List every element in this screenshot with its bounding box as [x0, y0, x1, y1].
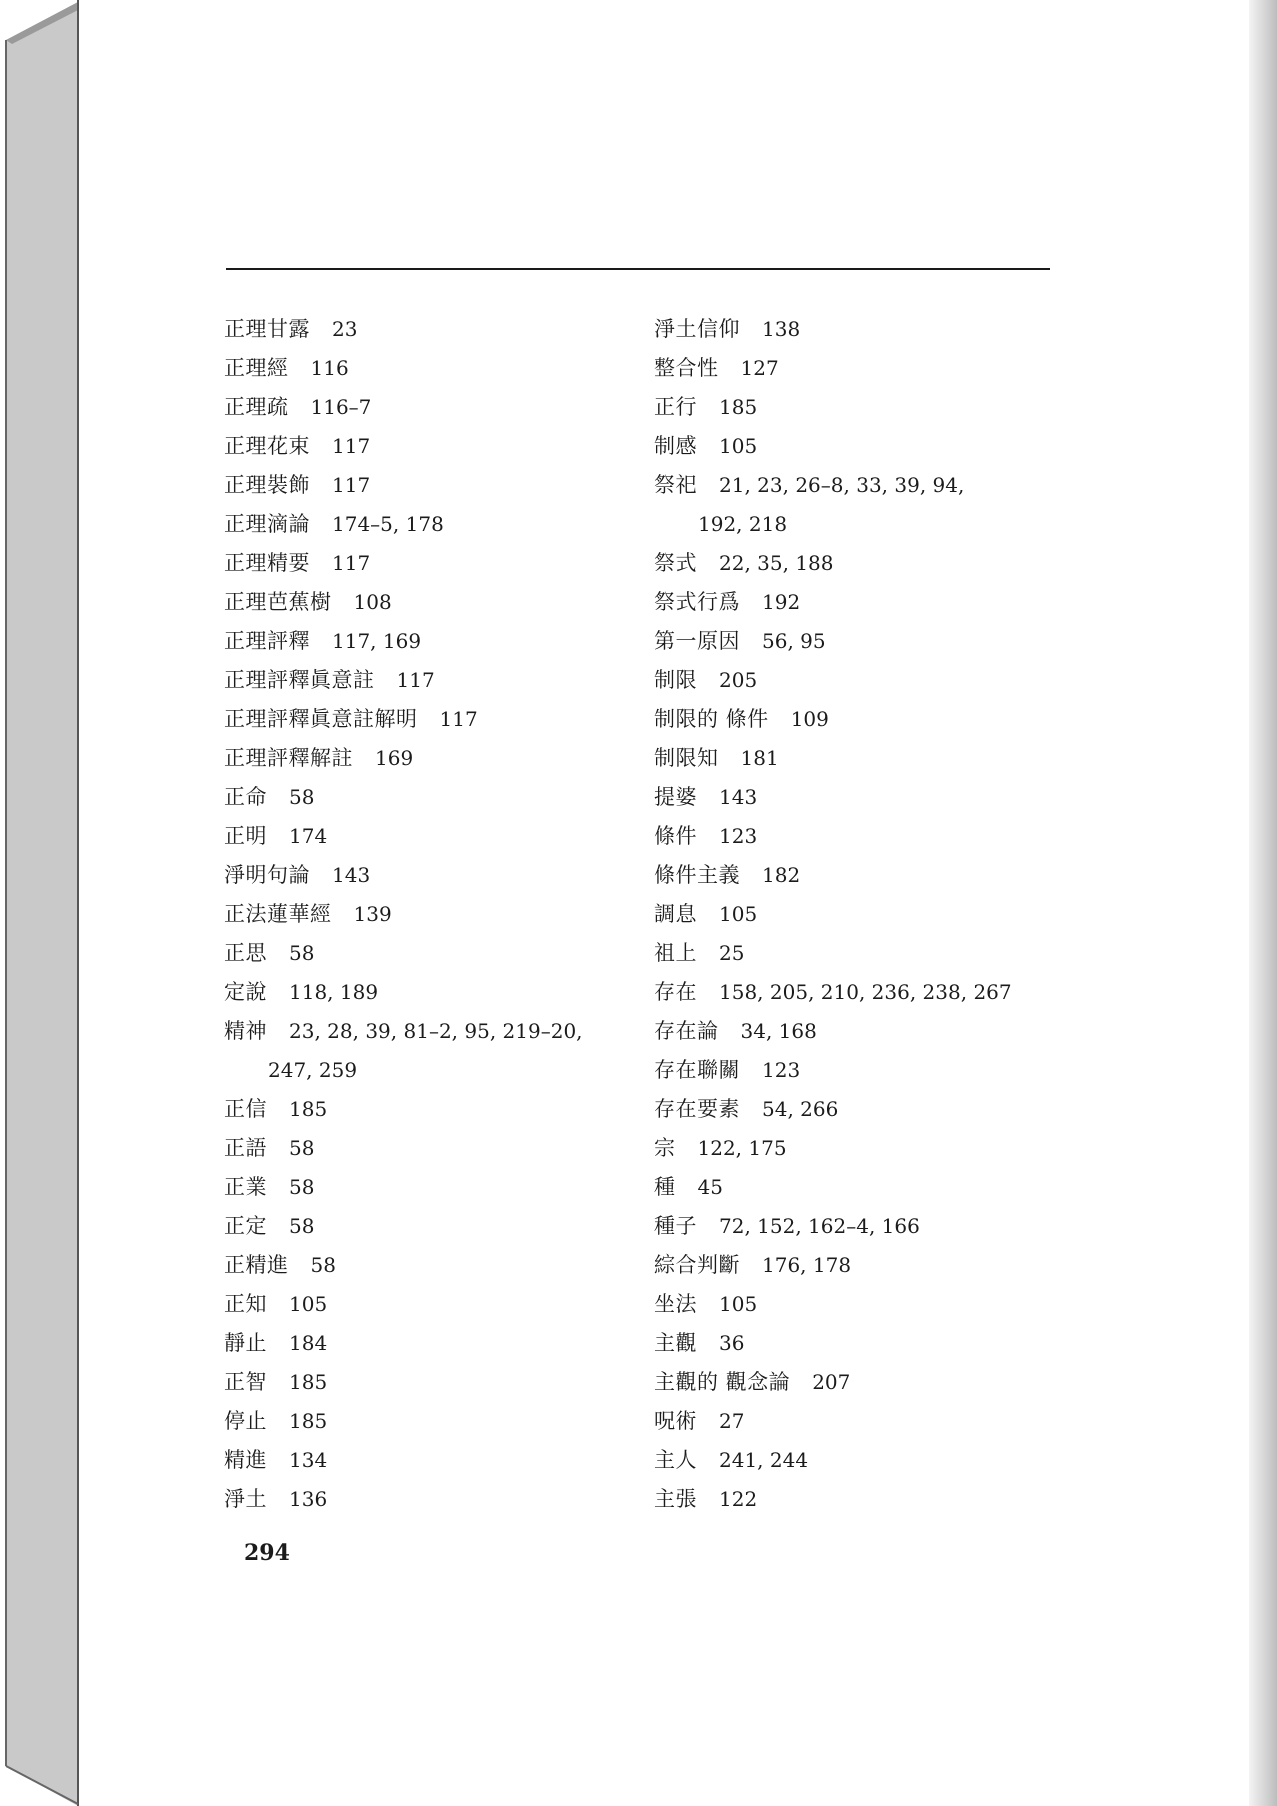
index-page-refs: 117 [332, 551, 371, 575]
index-entry [224, 1480, 644, 1519]
index-entry [224, 622, 644, 661]
index-entry [224, 1207, 644, 1246]
index-page-refs: 105 [719, 434, 758, 458]
index-term: 主張 [654, 1487, 697, 1511]
index-term: 正法蓮華經 [224, 902, 332, 926]
index-page-refs: 136 [289, 1487, 328, 1511]
index-page-refs: 27 [719, 1409, 745, 1433]
page-number: 294 [244, 1540, 290, 1566]
index-entry [224, 661, 644, 700]
index-term: 正理花束 [224, 434, 310, 458]
index-entry [224, 1168, 644, 1207]
index-page-refs: 123 [762, 1058, 801, 1082]
index-term: 主觀 [654, 1331, 697, 1355]
index-term: 正理評釋眞意註解明 [224, 707, 418, 731]
index-page-refs: 118, 189 [289, 980, 379, 1004]
index-page-refs: 143 [719, 785, 758, 809]
index-page-refs: 54, 266 [762, 1097, 839, 1121]
index-page-refs: 117 [396, 668, 435, 692]
index-entry [654, 388, 1074, 427]
index-entry [224, 388, 644, 427]
index-entry [224, 700, 644, 739]
index-page-refs: 105 [719, 902, 758, 926]
index-page-refs: 205 [719, 668, 758, 692]
index-entry [224, 973, 644, 1012]
index-page-refs: 72, 152, 162–4, 166 [719, 1214, 920, 1238]
index-page-refs: 58 [310, 1253, 336, 1277]
index-entry [654, 1012, 1074, 1051]
page-right-shadow [1249, 0, 1277, 1806]
index-entry [654, 1402, 1074, 1441]
index-page-refs: 184 [289, 1331, 328, 1355]
index-entry [654, 622, 1074, 661]
index-entry [654, 700, 1074, 739]
index-page-refs: 117 [332, 434, 371, 458]
index-term: 呪術 [654, 1409, 697, 1433]
index-term: 主人 [654, 1448, 697, 1472]
index-page-refs: 192, 218 [698, 512, 788, 536]
index-term: 正命 [224, 785, 267, 809]
index-entry [224, 934, 644, 973]
index-page-refs: 143 [332, 863, 371, 887]
index-page-refs: 123 [719, 824, 758, 848]
index-page-refs: 36 [719, 1331, 745, 1355]
index-term: 正業 [224, 1175, 267, 1199]
index-term: 祭式 [654, 551, 697, 575]
index-entry [224, 544, 644, 583]
index-entry [224, 1285, 644, 1324]
index-term: 坐法 [654, 1292, 697, 1316]
index-page-refs: 109 [790, 707, 829, 731]
index-page-refs: 174 [289, 824, 328, 848]
index-entry [654, 1207, 1074, 1246]
index-term: 精進 [224, 1448, 267, 1472]
index-page-refs: 174–5, 178 [332, 512, 444, 536]
index-term: 存在要素 [654, 1097, 740, 1121]
index-page-refs: 192 [762, 590, 801, 614]
index-entry [654, 583, 1074, 622]
index-page-refs: 176, 178 [762, 1253, 852, 1277]
index-entry [224, 427, 644, 466]
index-entry [224, 1363, 644, 1402]
index-term: 種子 [654, 1214, 697, 1238]
index-page-refs: 58 [289, 785, 315, 809]
index-entry [224, 778, 644, 817]
index-column-right [654, 310, 1074, 1519]
index-page-refs: 138 [762, 317, 801, 341]
index-entry [654, 1285, 1074, 1324]
index-page-refs: 45 [697, 1175, 723, 1199]
index-entry [654, 1246, 1074, 1285]
index-term: 整合性 [654, 356, 719, 380]
index-term: 正理芭蕉樹 [224, 590, 332, 614]
index-term: 正理評釋 [224, 629, 310, 653]
index-entry [654, 349, 1074, 388]
index-term: 制限知 [654, 746, 719, 770]
index-page-refs: 117 [332, 473, 371, 497]
index-page-refs: 182 [762, 863, 801, 887]
index-entry [224, 1402, 644, 1441]
index-page-refs: 185 [289, 1097, 328, 1121]
index-entry [654, 1363, 1074, 1402]
index-term: 制限 [654, 668, 697, 692]
index-page-refs: 105 [719, 1292, 758, 1316]
index-page-refs: 185 [289, 1370, 328, 1394]
index-term: 宗 [654, 1136, 676, 1160]
index-entry [224, 1090, 644, 1129]
index-page-refs: 108 [353, 590, 392, 614]
index-entry [224, 1324, 644, 1363]
index-term: 正理經 [224, 356, 289, 380]
index-term: 祖上 [654, 941, 697, 965]
index-page-refs: 23, 28, 39, 81–2, 95, 219–20, [289, 1019, 583, 1043]
index-entry [654, 1324, 1074, 1363]
index-page-refs: 241, 244 [719, 1448, 809, 1472]
index-entry [654, 310, 1074, 349]
index-term: 調息 [654, 902, 697, 926]
index-term: 正語 [224, 1136, 267, 1160]
index-term: 正知 [224, 1292, 267, 1316]
index-page-refs: 58 [289, 941, 315, 965]
index-term: 綜合判斷 [654, 1253, 740, 1277]
index-term: 精神 [224, 1019, 267, 1043]
index-term: 淨明句論 [224, 863, 310, 887]
index-term: 淨土 [224, 1487, 267, 1511]
index-entry [654, 544, 1074, 583]
index-entry [224, 349, 644, 388]
index-entry [224, 895, 644, 934]
index-page-refs: 207 [812, 1370, 851, 1394]
index-entry [654, 1051, 1074, 1090]
index-entry [224, 310, 644, 349]
index-page-refs: 247, 259 [268, 1058, 358, 1082]
index-term: 制感 [654, 434, 697, 458]
index-page-refs: 158, 205, 210, 236, 238, 267 [719, 980, 1012, 1004]
index-page-refs: 25 [719, 941, 745, 965]
index-entry-continuation [224, 1051, 644, 1090]
index-term: 靜止 [224, 1331, 267, 1355]
index-entry [224, 1129, 644, 1168]
index-page-refs: 34, 168 [740, 1019, 817, 1043]
index-entry [654, 427, 1074, 466]
index-page-refs: 122 [719, 1487, 758, 1511]
index-entry [654, 1441, 1074, 1480]
index-page-refs: 169 [375, 746, 414, 770]
index-term: 淨土信仰 [654, 317, 740, 341]
index-term: 定說 [224, 980, 267, 1004]
index-term: 正定 [224, 1214, 267, 1238]
index-page-refs: 185 [289, 1409, 328, 1433]
index-page-refs: 117, 169 [332, 629, 422, 653]
index-entry [654, 973, 1074, 1012]
index-page-refs: 21, 23, 26–8, 33, 39, 94, [719, 473, 965, 497]
index-term: 存在論 [654, 1019, 719, 1043]
index-column-left [224, 310, 644, 1519]
book-spine-edge [0, 0, 80, 1806]
index-entry [654, 739, 1074, 778]
index-page-refs: 122, 175 [697, 1136, 787, 1160]
index-page-refs: 185 [719, 395, 758, 419]
index-term: 正智 [224, 1370, 267, 1394]
index-page [80, 0, 1249, 1806]
index-entry [224, 466, 644, 505]
index-entry [224, 739, 644, 778]
index-page-refs: 22, 35, 188 [719, 551, 834, 575]
index-entry [654, 466, 1074, 505]
index-entry [654, 856, 1074, 895]
index-term: 正理評釋眞意註 [224, 668, 375, 692]
index-entry [654, 1480, 1074, 1519]
index-page-refs: 58 [289, 1175, 315, 1199]
index-entry [654, 934, 1074, 973]
index-page-refs: 117 [439, 707, 478, 731]
index-page-refs: 56, 95 [762, 629, 826, 653]
index-term: 提婆 [654, 785, 697, 809]
index-term: 正行 [654, 395, 697, 419]
index-page-refs: 58 [289, 1136, 315, 1160]
index-term: 第一原因 [654, 629, 740, 653]
index-term: 種 [654, 1175, 676, 1199]
index-entry [654, 1129, 1074, 1168]
index-entry [224, 1246, 644, 1285]
index-entry [654, 661, 1074, 700]
index-term: 正思 [224, 941, 267, 965]
index-term: 正理滴論 [224, 512, 310, 536]
index-entry [224, 856, 644, 895]
index-entry [654, 817, 1074, 856]
index-term: 存在 [654, 980, 697, 1004]
index-page-refs: 134 [289, 1448, 328, 1472]
index-entry [224, 505, 644, 544]
index-entry [654, 1168, 1074, 1207]
index-page-refs: 116 [310, 356, 349, 380]
index-entry [224, 1012, 644, 1051]
index-term: 正明 [224, 824, 267, 848]
index-entry [224, 1441, 644, 1480]
index-entry-continuation [654, 505, 1074, 544]
index-page-refs: 181 [740, 746, 779, 770]
index-term: 正精進 [224, 1253, 289, 1277]
index-page-refs: 139 [353, 902, 392, 926]
index-term: 正理精要 [224, 551, 310, 575]
index-term: 正理疏 [224, 395, 289, 419]
index-entry [654, 1090, 1074, 1129]
index-term: 存在聯關 [654, 1058, 740, 1082]
index-term: 正理甘露 [224, 317, 310, 341]
index-page-refs: 105 [289, 1292, 328, 1316]
header-rule [226, 268, 1050, 270]
index-term: 正信 [224, 1097, 267, 1121]
index-entry [654, 895, 1074, 934]
index-term: 祭式行爲 [654, 590, 740, 614]
index-page-refs: 116–7 [310, 395, 372, 419]
index-term: 停止 [224, 1409, 267, 1433]
index-term: 正理裝飾 [224, 473, 310, 497]
index-term: 主觀的 觀念論 [654, 1370, 791, 1394]
index-term: 條件主義 [654, 863, 740, 887]
index-term: 祭祀 [654, 473, 697, 497]
index-entry [224, 817, 644, 856]
index-page-refs: 58 [289, 1214, 315, 1238]
index-page-refs: 127 [740, 356, 779, 380]
index-term: 制限的 條件 [654, 707, 769, 731]
index-page-refs: 23 [332, 317, 358, 341]
index-entry [224, 583, 644, 622]
index-term: 條件 [654, 824, 697, 848]
index-term: 正理評釋解註 [224, 746, 353, 770]
index-entry [654, 778, 1074, 817]
